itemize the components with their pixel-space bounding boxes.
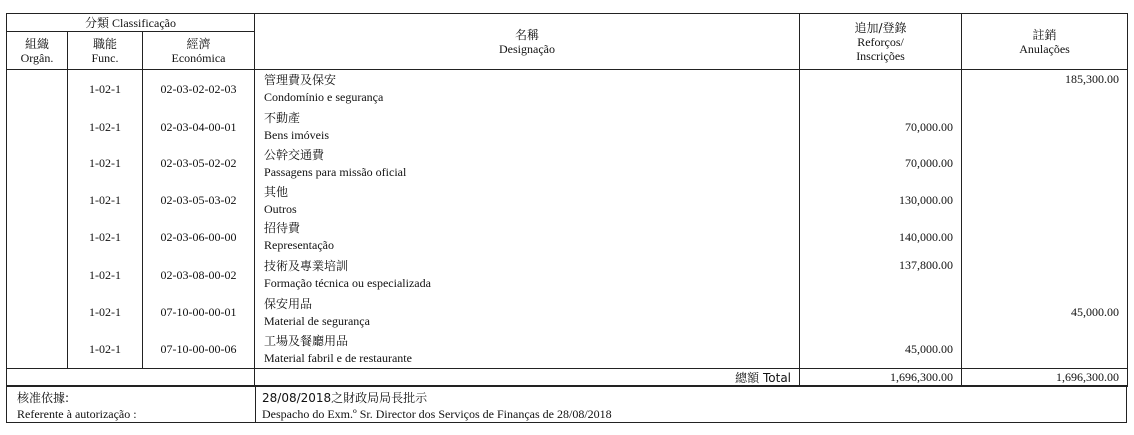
designation-pt: Condomínio e segurança: [264, 90, 384, 105]
designation-zh: 不動產: [264, 111, 301, 126]
designation-pt: Formação técnica ou especializada: [264, 276, 431, 291]
func-cell: 1-02-1: [68, 219, 143, 256]
designation-pt: Bens imóveis: [264, 128, 330, 143]
total-reforcos: 1,696,300.00: [800, 369, 962, 387]
orgao-cell: [7, 70, 68, 109]
designation-pt: Passagens para missão oficial: [264, 164, 407, 179]
econ-cell: 07-10-00-00-01: [143, 295, 255, 332]
reference-label-zh: 核准依據:: [17, 391, 70, 405]
orgao-cell: [7, 182, 68, 219]
total-spacer: [143, 369, 255, 387]
econ-cell: 02-03-05-03-02: [143, 182, 255, 219]
func-cell: 1-02-1: [68, 70, 143, 109]
table-row: [7, 256, 1128, 295]
total-spacer: [68, 369, 143, 387]
orgao-header-zh: 組織: [24, 36, 49, 51]
table-row: [7, 182, 1128, 219]
anulacoes-header: [962, 14, 1128, 70]
designation-zh: 工場及餐廳用品: [264, 333, 349, 348]
econ-cell: 02-03-02-02-03: [143, 70, 255, 109]
budget-table: [6, 13, 1128, 387]
table-row: [7, 219, 1128, 256]
reforcos-header-pt2: Inscrições: [856, 48, 905, 63]
reference-label: [17, 390, 137, 422]
table-row: [7, 295, 1128, 332]
anulacao-cell: [962, 331, 1128, 368]
designation-pt: Material de segurança: [264, 313, 370, 328]
total-label: [255, 369, 800, 387]
anulacao-cell: [962, 109, 1128, 146]
designation-zh: 招待費: [264, 221, 301, 236]
designation-pt: Representação: [264, 238, 334, 253]
econ-header-pt: Económica: [171, 50, 226, 65]
func-cell: 1-02-1: [68, 109, 143, 146]
econ-cell: 02-03-08-00-02: [143, 256, 255, 295]
func-cell: 1-02-1: [68, 182, 143, 219]
authorization-reference: [6, 385, 1127, 423]
func-cell: 1-02-1: [68, 295, 143, 332]
designation-zh: 其他: [264, 184, 289, 199]
designation-cell: [255, 70, 800, 109]
table-row: [7, 331, 1128, 368]
reforcos-header: [800, 14, 962, 70]
designation-cell: [255, 295, 800, 332]
total-anulacoes: 1,696,300.00: [962, 369, 1128, 387]
orgao-cell: [7, 146, 68, 183]
budget-table-container: [6, 13, 1127, 387]
designation-zh: 保安用品: [264, 296, 313, 311]
econ-cell: 07-10-00-00-06: [143, 331, 255, 368]
reforco-cell: [800, 70, 962, 109]
econ-cell: 02-03-06-00-00: [143, 219, 255, 256]
anulacao-cell: [962, 182, 1128, 219]
reference-value-zh: 28/08/2018之財政局局長批示: [262, 391, 428, 405]
reforco-cell: 130,000.00: [800, 182, 962, 219]
designation-pt: Material fabril e de restaurante: [264, 350, 412, 365]
anulacao-cell: 45,000.00: [962, 295, 1128, 332]
reforco-cell: 140,000.00: [800, 219, 962, 256]
func-header: [68, 32, 143, 70]
designation-cell: [255, 219, 800, 256]
designation-header: [255, 14, 800, 70]
reforcos-header-pt1: Reforços/: [857, 34, 904, 49]
anulacoes-header-pt: Anulações: [1019, 41, 1070, 56]
orgao-header-pt: Orgân.: [20, 50, 54, 65]
designation-pt: Outros: [264, 201, 297, 216]
orgao-cell: [7, 256, 68, 295]
orgao-cell: [7, 295, 68, 332]
table-row: [7, 146, 1128, 183]
anulacao-cell: [962, 256, 1128, 295]
designation-cell: [255, 182, 800, 219]
designation-header-zh: 名稱: [515, 27, 540, 42]
total-row: [7, 369, 1128, 387]
anulacoes-header-zh: 註銷: [1032, 27, 1057, 42]
orgao-header: [7, 32, 68, 70]
reference-value: [262, 390, 612, 422]
func-header-pt: Func.: [91, 50, 119, 65]
reforco-cell: 45,000.00: [800, 331, 962, 368]
reference-label-pt: Referente à autorização :: [17, 407, 137, 421]
classification-header: 分類 Classificação: [7, 14, 255, 32]
designation-cell: [255, 331, 800, 368]
designation-header-pt: Designação: [499, 41, 555, 56]
anulacao-cell: 185,300.00: [962, 70, 1128, 109]
table-row: [7, 70, 1128, 109]
func-cell: 1-02-1: [68, 256, 143, 295]
total-spacer: [7, 369, 68, 387]
reference-divider: [255, 386, 256, 422]
designation-cell: [255, 109, 800, 146]
func-header-zh: 職能: [92, 36, 117, 51]
econ-cell: 02-03-05-02-02: [143, 146, 255, 183]
designation-zh: 管理費及保安: [264, 73, 337, 88]
reforco-cell: 70,000.00: [800, 146, 962, 183]
anulacao-cell: [962, 219, 1128, 256]
reforco-cell: 137,800.00: [800, 256, 962, 295]
reforco-cell: 70,000.00: [800, 109, 962, 146]
reforco-cell: [800, 295, 962, 332]
reforcos-header-zh: 追加/登錄: [854, 20, 907, 35]
econ-header: [143, 32, 255, 70]
func-cell: 1-02-1: [68, 146, 143, 183]
func-cell: 1-02-1: [68, 331, 143, 368]
orgao-cell: [7, 219, 68, 256]
reference-value-pt: Despacho do Exm.º Sr. Director dos Serviços de Finanças de 28/08/2018: [262, 407, 612, 421]
designation-zh: 公幹交通費: [264, 147, 325, 162]
designation-cell: [255, 256, 800, 295]
designation-cell: [255, 146, 800, 183]
econ-header-zh: 經濟: [186, 36, 211, 51]
anulacao-cell: [962, 146, 1128, 183]
designation-zh: 技術及專業培訓: [264, 259, 349, 274]
orgao-cell: [7, 331, 68, 368]
econ-cell: 02-03-04-00-01: [143, 109, 255, 146]
table-row: [7, 109, 1128, 146]
orgao-cell: [7, 109, 68, 146]
total-label-text: 總額 Total: [735, 371, 792, 385]
